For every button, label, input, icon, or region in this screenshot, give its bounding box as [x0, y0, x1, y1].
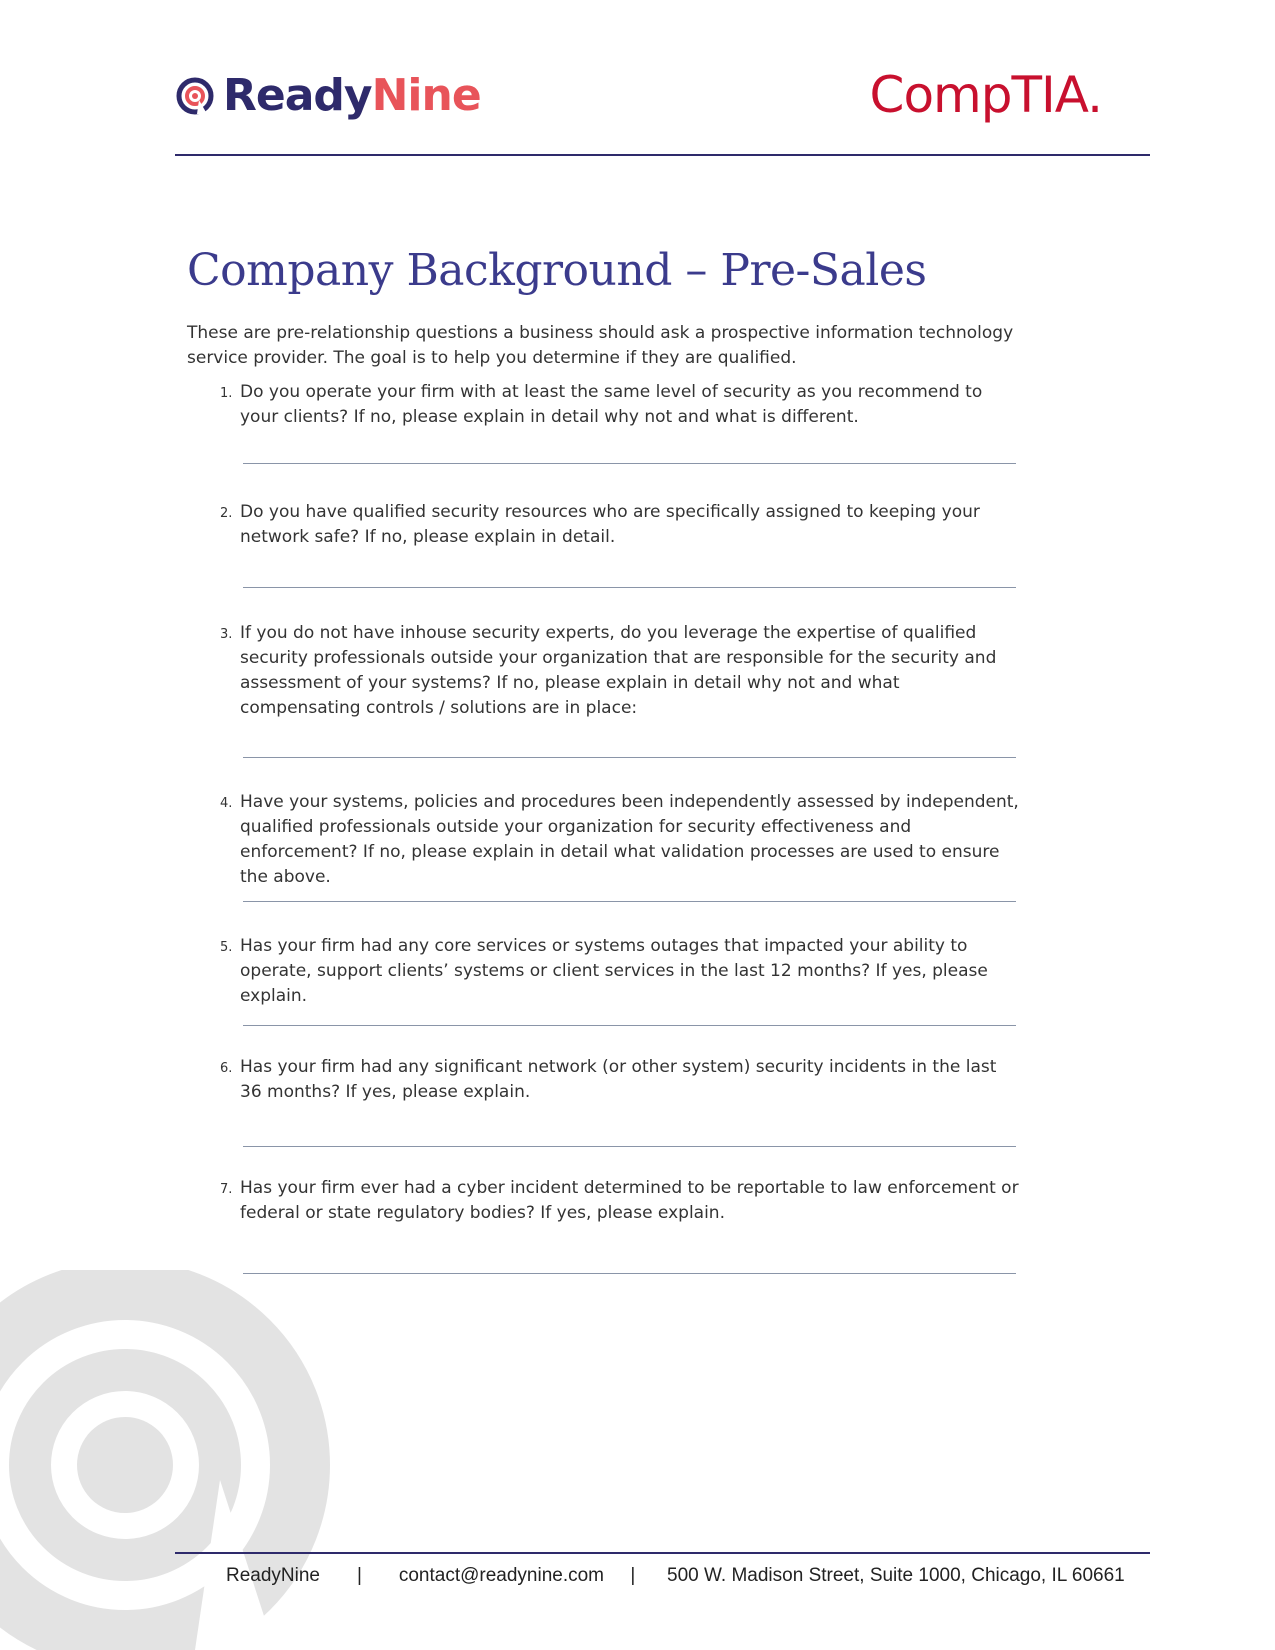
- footer-address: 500 W. Madison Street, Suite 1000, Chicago, IL 60661: [667, 1565, 1125, 1586]
- question-text: If you do not have inhouse security experts, do you leverage the expertise of qualified security professionals outside your organization that are responsible for the security and assessment of your systems? If no, please explain in detail why not and what compensating controls / solutions are in place:: [240, 623, 997, 718]
- question-text: Do you have qualified security resources who are specifically assigned to keeping your network safe? If no, please explain in detail.: [240, 502, 980, 547]
- answer-line[interactable]: [243, 901, 1016, 902]
- footer-separator: |: [630, 1565, 636, 1586]
- question-item: [220, 500, 1020, 550]
- logo-ready-text: Ready: [223, 70, 372, 121]
- comptia-logo: CompTIA.: [869, 66, 1102, 124]
- page-header: [175, 62, 1150, 157]
- answer-line[interactable]: [243, 1025, 1016, 1026]
- page-footer: [226, 1565, 1125, 1587]
- readynine-watermark-icon: [0, 1270, 420, 1650]
- page-title: Company Background – Pre-Sales: [187, 245, 927, 296]
- answer-line[interactable]: [243, 1146, 1016, 1147]
- footer-email[interactable]: contact@readynine.com: [398, 1565, 605, 1586]
- question-number: 1.: [220, 386, 233, 401]
- question-item: [220, 934, 1020, 1009]
- answer-line[interactable]: [243, 587, 1016, 588]
- footer-company: ReadyNine: [226, 1565, 320, 1586]
- answer-line[interactable]: [243, 1273, 1016, 1274]
- question-text: Do you operate your firm with at least the same level of security as you recommend to your clients? If no, please explain in detail why not and what is different.: [240, 382, 983, 427]
- readynine-logo: [175, 70, 481, 121]
- question-item: [220, 1176, 1020, 1226]
- question-number: 4.: [220, 796, 233, 811]
- question-number: 6.: [220, 1061, 233, 1076]
- question-item: [220, 380, 1020, 430]
- question-number: 2.: [220, 506, 233, 521]
- question-text: Has your firm ever had a cyber incident determined to be reportable to law enforcement or federal or state regulatory bodies? If yes, please explain.: [240, 1178, 1019, 1223]
- question-number: 3.: [220, 627, 233, 642]
- answer-line[interactable]: [243, 463, 1016, 464]
- question-item: [220, 790, 1020, 890]
- footer-divider: [175, 1552, 1150, 1554]
- question-text: Have your systems, policies and procedures been independently assessed by independent, qualified professionals outside your organization for security effectiveness and enforcement? If no, please explain in detail what validation processes are used to ensure the above.: [240, 792, 1019, 887]
- intro-paragraph: These are pre-relationship questions a business should ask a prospective information technology service provider. The goal is to help you determine if they are qualified.: [187, 323, 1014, 368]
- question-text: Has your firm had any core services or systems outages that impacted your ability to operate, support clients’ systems or client services in the last 12 months? If yes, please explain.: [240, 936, 988, 1006]
- question-item: [220, 621, 1020, 721]
- question-text: Has your firm had any significant network (or other system) security incidents in the last 36 months? If yes, please explain.: [240, 1057, 997, 1102]
- question-number: 7.: [220, 1182, 233, 1197]
- footer-separator: |: [356, 1565, 362, 1586]
- question-item: [220, 1055, 1020, 1105]
- logo-nine-text: Nine: [371, 70, 481, 121]
- question-number: 5.: [220, 940, 233, 955]
- answer-line[interactable]: [243, 757, 1016, 758]
- header-divider: [175, 154, 1150, 156]
- readynine-mark-icon: [175, 76, 215, 116]
